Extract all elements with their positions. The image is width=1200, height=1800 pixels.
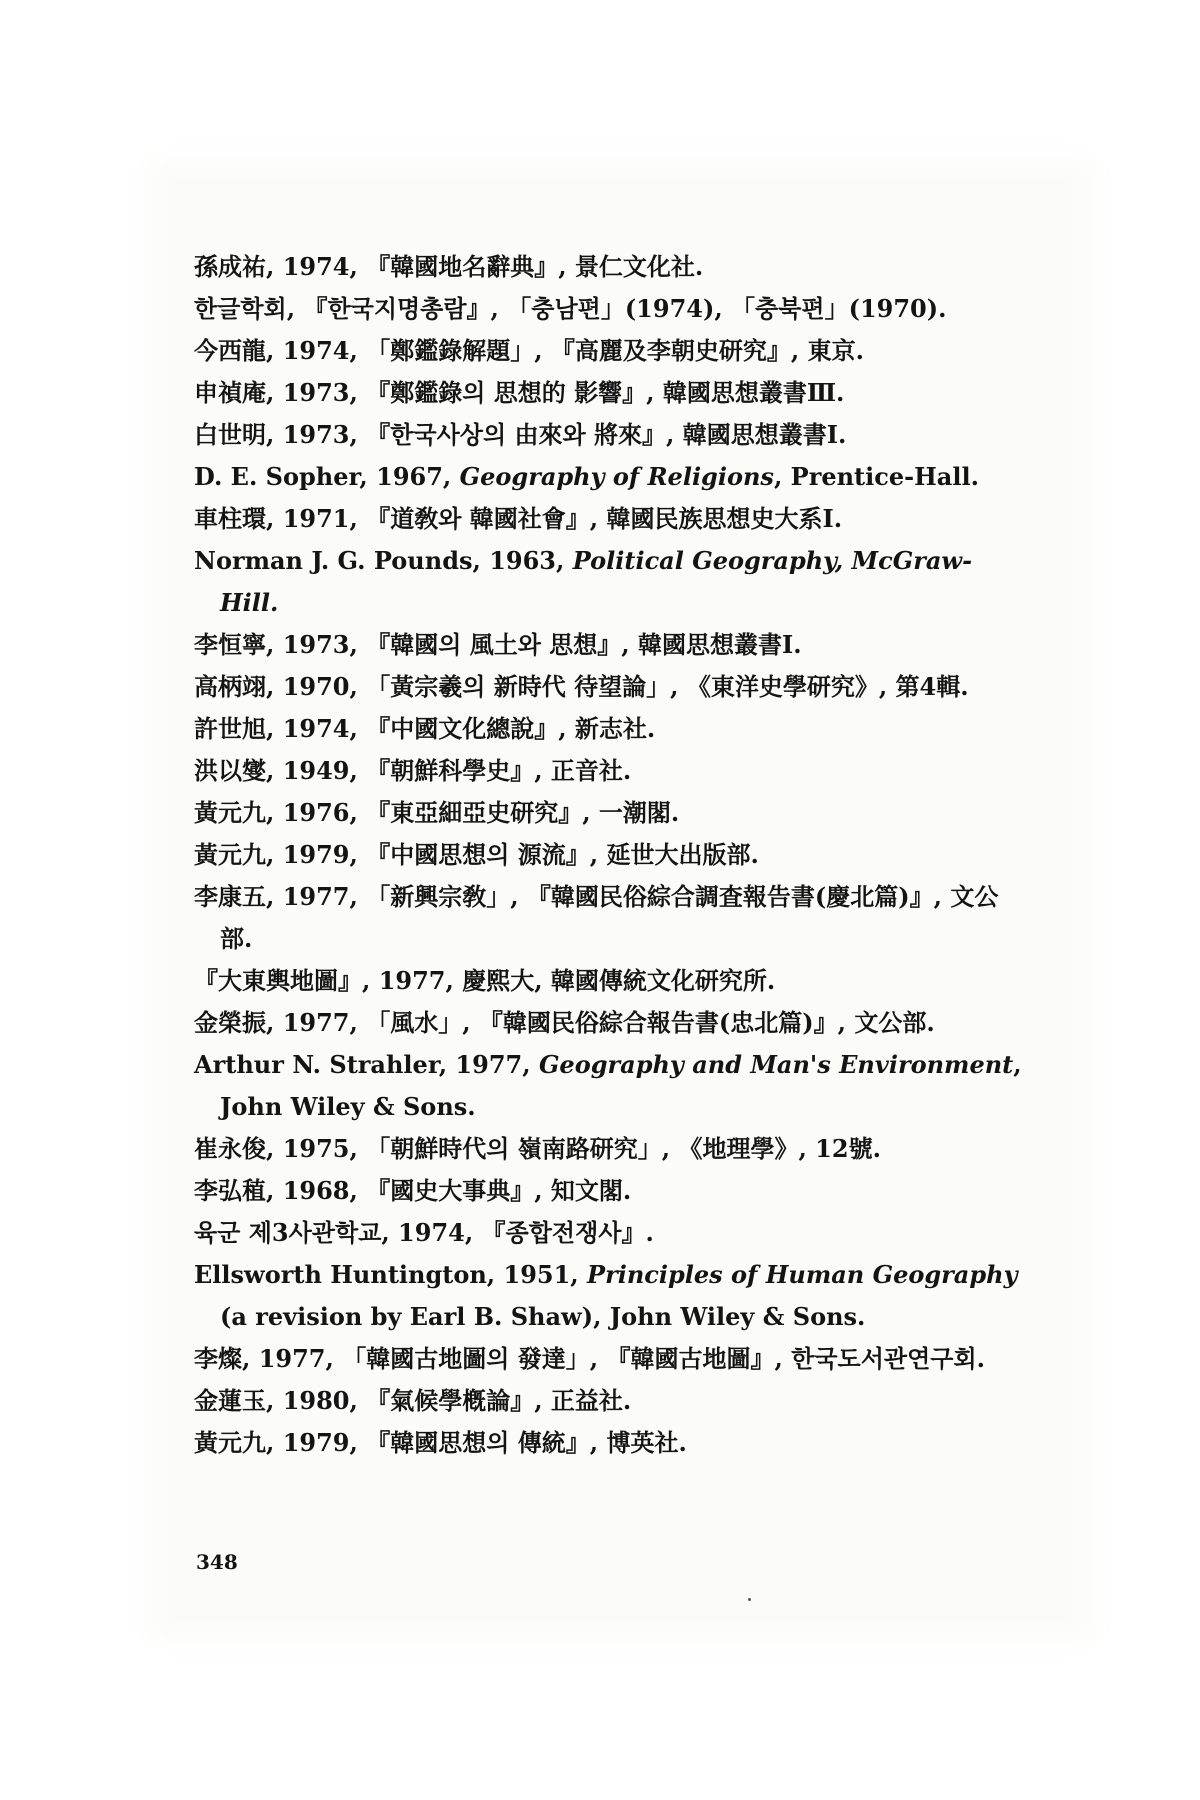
bibliography-entry [194,708,1024,750]
entry-text: 黃元九, 1979, 『韓國思想의 傳統』, 博英社. [194,1428,687,1457]
entry-text: 今西龍, 1974, 「鄭鑑錄解題」, 『高麗及李朝史研究』, 東京. [194,336,864,365]
entry-text: 육군 제3사관학교, 1974, 『종합전쟁사』. [194,1218,654,1247]
entry-text: 한글학회, 『한국지명총람』, 「충남편」(1974), 「충북편」(1970). [194,294,947,323]
entry-text: 高柄翊, 1970, 「黃宗羲의 新時代 待望論」, 《東洋史學研究》, 第4輯. [194,672,969,701]
entry-title-italic: Political Geography, McGraw-Hill. [220,546,973,617]
bibliography-entry [194,624,1024,666]
entry-text: 李燦, 1977, 「韓國古地圖의 發達」, 『韓國古地圖』, 한국도서관연구회. [194,1344,986,1373]
bibliography-entry [194,540,1024,624]
bibliography-entry [194,1212,1024,1254]
entry-text: 李恒寧, 1973, 『韓國의 風土와 思想』, 韓國思想叢書Ⅰ. [194,630,802,659]
bibliography-entry [194,1170,1024,1212]
bibliography-entry [194,750,1024,792]
entry-text: 黃元九, 1976, 『東亞細亞史研究』, 一潮閣. [194,798,680,827]
bibliography-entry [194,246,1024,288]
entry-text: (a revision by Earl B. Shaw), John Wiley & Sons. [220,1302,866,1331]
bibliography-entry [194,1380,1024,1422]
entry-text: 金蓮玉, 1980, 『氣候學槪論』, 正益社. [194,1386,632,1415]
entry-text: 白世明, 1973, 『한국사상의 由來와 將來』, 韓國思想叢書Ⅰ. [194,420,847,449]
bibliography-entry [194,372,1024,414]
bibliography-entry [194,1128,1024,1170]
entry-text: 許世旭, 1974, 『中國文化總說』, 新志社. [194,714,656,743]
entry-text: , John Wiley & Sons. [220,1050,1022,1121]
entry-text: 金榮振, 1977, 「風水」, 『韓國民俗綜合報告書(忠北篇)』, 文公部. [194,1008,935,1037]
page-number: 348 [196,1550,238,1574]
entry-title-italic: Geography of Religions [459,462,774,491]
bibliography-entry [194,1002,1024,1044]
bibliography-entry [194,960,1024,1002]
bibliography-entry [194,456,1024,498]
bibliography-entry [194,414,1024,456]
bibliography-entry [194,1338,1024,1380]
entry-text: Norman J. G. Pounds, 1963, [194,546,573,575]
bibliography-entry [194,792,1024,834]
entry-text: 孫成祐, 1974, 『韓國地名辭典』, 景仁文化社. [194,252,704,281]
bibliography-list [194,246,1024,1464]
entry-text: 崔永俊, 1975, 「朝鮮時代의 嶺南路研究」, 《地理學》, 12號. [194,1134,881,1163]
entry-text: 申禎庵, 1973, 『鄭鑑錄의 思想的 影響』, 韓國思想叢書Ⅲ. [194,378,845,407]
bibliography-entry [194,1044,1024,1128]
entry-text: 李康五, 1977, 「新興宗敎」, 『韓國民俗綜合調査報告書(慶北篇)』, 文公部. [194,882,999,953]
entry-text: 洪以燮, 1949, 『朝鮮科學史』, 正音社. [194,756,632,785]
entry-text: Ellsworth Huntington, 1951, [194,1260,588,1289]
entry-text: , Prentice-Hall. [773,462,979,491]
bibliography-entry [194,1422,1024,1464]
bibliography-entry [194,330,1024,372]
entry-text: 李弘稙, 1968, 『國史大事典』, 知文閣. [194,1176,632,1205]
entry-text: 車柱環, 1971, 『道敎와 韓國社會』, 韓國民族思想史大系Ⅰ. [194,504,843,533]
bibliography-entry [194,498,1024,540]
scan-speck [748,1598,751,1601]
entry-text: 黃元九, 1979, 『中國思想의 源流』, 延世大出版部. [194,840,759,869]
entry-text: 『大東輿地圖』, 1977, 慶熙大, 韓國傳統文化研究所. [194,966,776,995]
bibliography-entry [194,1254,1024,1338]
bibliography-entry [194,288,1024,330]
bibliography-entry [194,666,1024,708]
bibliography-entry [194,876,1024,960]
bibliography-entry [194,834,1024,876]
entry-text: D. E. Sopher, 1967, [194,462,460,491]
entry-title-italic: Geography and Man's Environment [538,1050,1014,1079]
entry-title-italic: Principles of Human Geography [587,1260,1018,1289]
entry-text: Arthur N. Strahler, 1977, [194,1050,539,1079]
